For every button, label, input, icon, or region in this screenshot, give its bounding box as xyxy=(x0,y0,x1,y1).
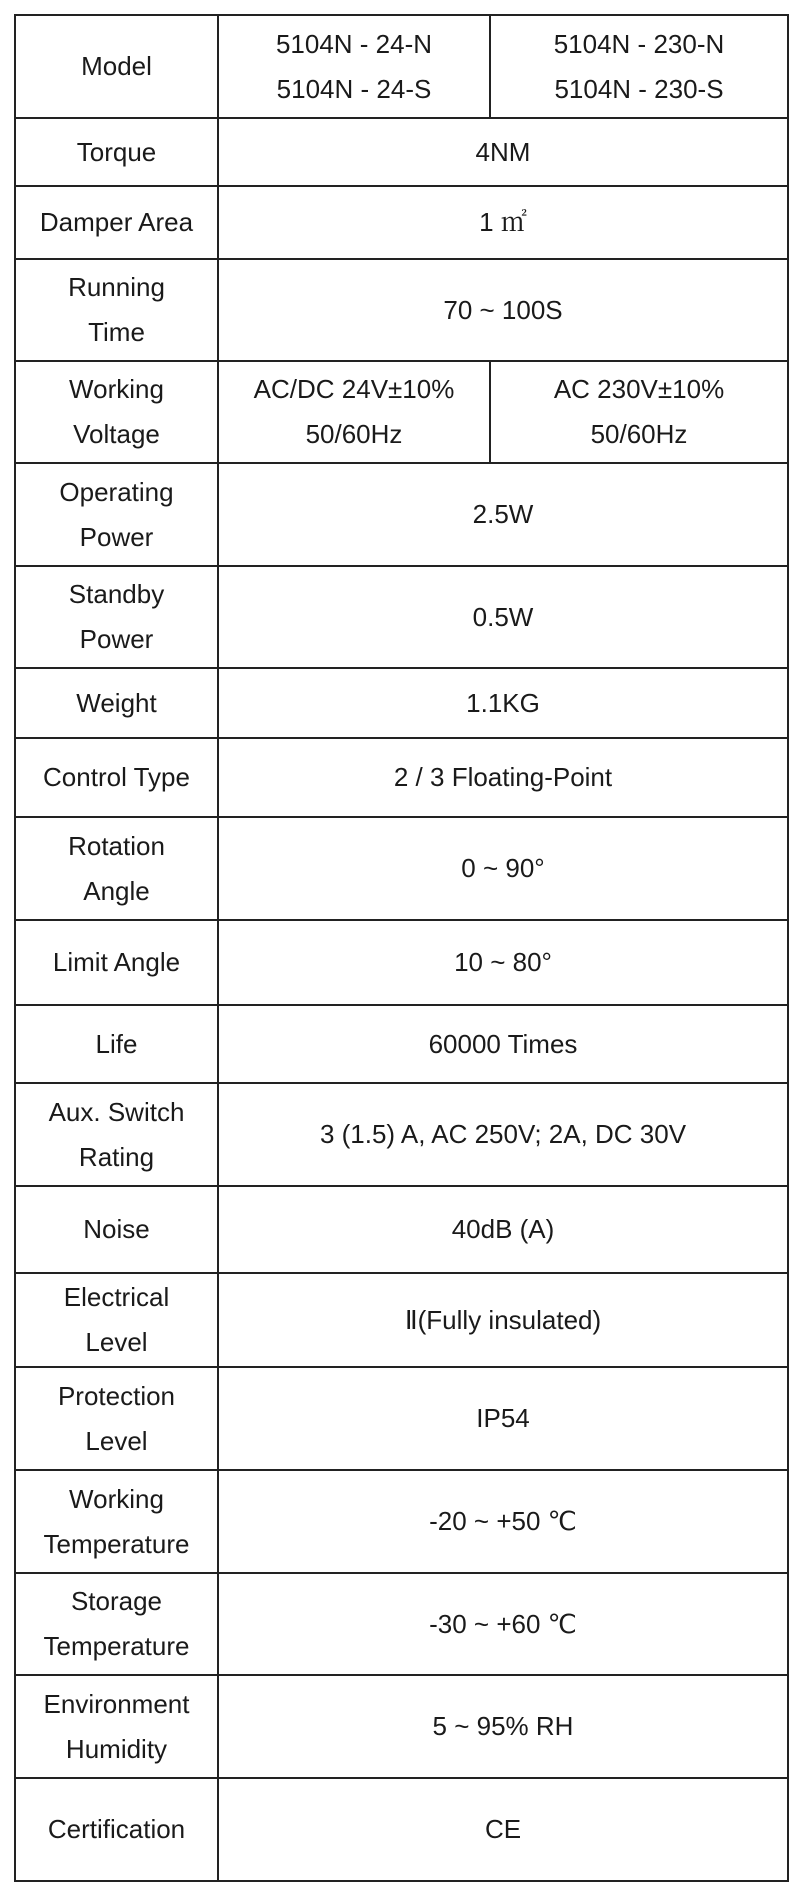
row-running-time xyxy=(15,259,788,361)
label-protection-level: Protection Level xyxy=(15,1367,218,1470)
row-rotation-angle xyxy=(15,817,788,920)
value-operating-power: 2.5W xyxy=(218,463,788,566)
label-electrical-level: Electrical Level xyxy=(15,1273,218,1367)
value-working-temperature: -20 ~ +50 ℃ xyxy=(218,1470,788,1573)
row-model xyxy=(15,15,788,118)
value-control-type: 2 / 3 Floating-Point xyxy=(218,738,788,817)
row-noise xyxy=(15,1186,788,1273)
value-running-time: 70 ~ 100S xyxy=(218,259,788,361)
row-damper-area xyxy=(15,186,788,259)
row-aux-switch-rating xyxy=(15,1083,788,1186)
label-running-time: Running Time xyxy=(15,259,218,361)
row-standby-power xyxy=(15,566,788,668)
label-damper-area: Damper Area xyxy=(15,186,218,259)
row-limit-angle xyxy=(15,920,788,1005)
row-torque xyxy=(15,118,788,186)
label-life: Life xyxy=(15,1005,218,1083)
row-working-temperature xyxy=(15,1470,788,1573)
row-control-type xyxy=(15,738,788,817)
value-model-24: 5104N - 24-N 5104N - 24-S xyxy=(218,15,490,118)
label-working-temperature: Working Temperature xyxy=(15,1470,218,1573)
value-torque: 4NM xyxy=(218,118,788,186)
row-environment-humidity xyxy=(15,1675,788,1778)
value-environment-humidity: 5 ~ 95% RH xyxy=(218,1675,788,1778)
label-aux-switch-rating: Aux. Switch Rating xyxy=(15,1083,218,1186)
value-aux-switch-rating: 3 (1.5) A, AC 250V; 2A, DC 30V xyxy=(218,1083,788,1186)
label-certification: Certification xyxy=(15,1778,218,1881)
label-working-voltage: Working Voltage xyxy=(15,361,218,463)
value-noise: 40dB (A) xyxy=(218,1186,788,1273)
label-environment-humidity: Environment Humidity xyxy=(15,1675,218,1778)
value-storage-temperature: -30 ~ +60 ℃ xyxy=(218,1573,788,1675)
value-certification: CE xyxy=(218,1778,788,1881)
value-life: 60000 Times xyxy=(218,1005,788,1083)
value-electrical-level: Ⅱ(Fully insulated) xyxy=(218,1273,788,1367)
row-protection-level xyxy=(15,1367,788,1470)
row-operating-power xyxy=(15,463,788,566)
label-rotation-angle: Rotation Angle xyxy=(15,817,218,920)
value-working-voltage-230: AC 230V±10% 50/60Hz xyxy=(490,361,788,463)
row-weight xyxy=(15,668,788,738)
label-operating-power: Operating Power xyxy=(15,463,218,566)
value-working-voltage-24: AC/DC 24V±10% 50/60Hz xyxy=(218,361,490,463)
label-control-type: Control Type xyxy=(15,738,218,817)
spec-table xyxy=(14,14,789,1882)
row-life xyxy=(15,1005,788,1083)
label-limit-angle: Limit Angle xyxy=(15,920,218,1005)
label-model: Model xyxy=(15,15,218,118)
value-rotation-angle: 0 ~ 90° xyxy=(218,817,788,920)
row-working-voltage xyxy=(15,361,788,463)
row-storage-temperature xyxy=(15,1573,788,1675)
value-standby-power: 0.5W xyxy=(218,566,788,668)
value-weight: 1.1KG xyxy=(218,668,788,738)
label-torque: Torque xyxy=(15,118,218,186)
label-storage-temperature: Storage Temperature xyxy=(15,1573,218,1675)
value-protection-level: IP54 xyxy=(218,1367,788,1470)
row-electrical-level xyxy=(15,1273,788,1367)
value-model-230: 5104N - 230-N 5104N - 230-S xyxy=(490,15,788,118)
label-weight: Weight xyxy=(15,668,218,738)
label-standby-power: Standby Power xyxy=(15,566,218,668)
label-noise: Noise xyxy=(15,1186,218,1273)
value-damper-area: 1 ㎡ xyxy=(218,186,788,259)
row-certification xyxy=(15,1778,788,1881)
value-limit-angle: 10 ~ 80° xyxy=(218,920,788,1005)
